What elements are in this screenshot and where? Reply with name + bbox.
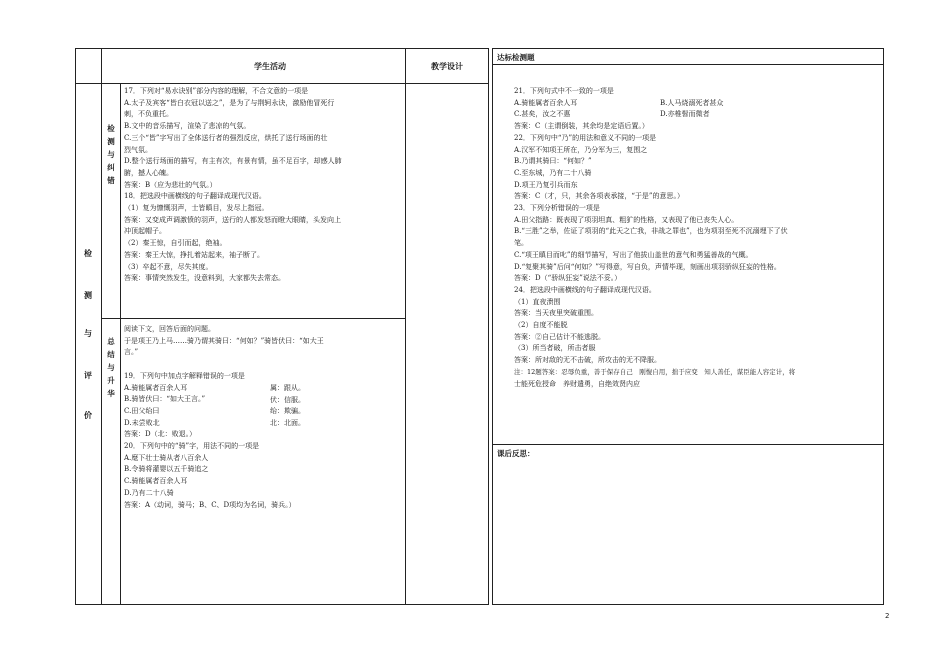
- text-line: D.项王乃复引兵而东: [514, 180, 578, 189]
- text-line: B.骑皆伏曰：“如大王言。”: [124, 395, 206, 404]
- header-teaching-design: 教学设计: [431, 62, 463, 71]
- text-line: C.甚矣，汝之不惠: [514, 110, 571, 119]
- text-line: 答案：D（“骄纵狂妄”说法不妥。）: [514, 274, 622, 283]
- text-line: 腑，撼人心魄。: [124, 168, 173, 177]
- text-line: 于是项王乃上马……骑乃谓其骑曰：“何如？”骑皆伏曰：“如大王: [124, 336, 324, 345]
- text-line: 答案：所对敌的无不击破，所攻击的无不降服。: [514, 356, 661, 365]
- text-line: A.骑能属者百余人耳: [514, 98, 578, 107]
- left-section-divider: [101, 318, 405, 319]
- text-line: 烈气氛。: [124, 145, 152, 154]
- text-line: A.太子及宾客“皆白衣冠以送之”，是为了与荆轲永诀，激励他冒死行: [124, 98, 335, 107]
- text-line: B.令骑将灌婴以五千骑追之: [124, 465, 209, 474]
- right-content: [514, 86, 795, 390]
- text-line: 答案：C（才，只，其余各项表承接，“于是”的意思。）: [514, 192, 685, 201]
- left-col-divider-3: [120, 83, 121, 605]
- text-line: 答案：又变成声调激愤的羽声，送行的人都发怒而瞪大眼睛，头发向上: [124, 215, 341, 224]
- text-line: 笔。: [514, 239, 528, 248]
- text-line: D.“复聚其骑”后问“何如？”写得意，写自负，声情毕现，刻画出项羽骄纵狂妄的性格。: [514, 262, 781, 271]
- text-line: D.整个送行场面的描写，有主有次，有景有情，虽不足百字，却感人肺: [124, 157, 342, 166]
- text-line: 21．下列句式中不一致的一项是: [514, 87, 614, 95]
- right-header-divider: [492, 64, 884, 65]
- text-line: B.文中的音乐描写，渲染了悲凉的气氛。: [124, 122, 251, 131]
- text-line: B.“三胜”之举，佐证了项羽的“此天之亡我，非战之罪也”，也为项羽至死不沉溺埋下了伏: [514, 227, 788, 236]
- after-class-reflection: 课后反思：: [497, 449, 535, 458]
- left-col-divider-1: [101, 48, 102, 605]
- text-line: （2）自度不能脱: [514, 321, 568, 330]
- gloss-row: 伏：信服。: [270, 395, 305, 404]
- text-line: A.田父指路：既表现了项羽坦真、粗犷的性格，又表现了他已丧失人心。: [514, 215, 739, 224]
- text-line: 冲顶起帽子。: [124, 227, 166, 236]
- text-line: A.汉军不知项王所在，乃分军为三，复围之: [514, 145, 648, 154]
- text-line: D.乃有二十八骑: [124, 488, 174, 497]
- section1-content: [124, 86, 342, 285]
- text-line: 刺，不负重托。: [124, 110, 173, 119]
- text-line: B.乃谓其骑曰：“何如？”: [514, 157, 592, 166]
- text-line: 答案：当天夜里突破重围。: [514, 309, 598, 318]
- left-header-divider: [75, 83, 489, 84]
- text-line: 20．下列句中的“骑”字，用法不同的一项是: [124, 442, 260, 451]
- text-line: 士能死危授命 养财遣勇，自绝效贤内应: [514, 379, 640, 388]
- text-line: 18．把选段中画横线的句子翻译成现代汉语。: [124, 192, 266, 201]
- text-line: （1）直夜溃围: [514, 297, 561, 306]
- text-line: C.田父绐曰: [124, 406, 160, 415]
- text-line: C.骑能属者百余人耳: [124, 477, 188, 486]
- text-line: 注：12题答案：忍辱负重，善于保存自己 刚愎自用，拙于应变 知人善任，谋臣能人容定计，将: [514, 367, 796, 376]
- text-line: 24．把选段中画横线的句子翻译成现代汉语。: [514, 285, 656, 294]
- gloss-row: 绐：欺骗。: [270, 407, 305, 416]
- q21-options-col2: [660, 98, 723, 121]
- left-col-divider-2: [405, 48, 406, 605]
- text-line: 答案：秦王大惊，挣扎着站起来，袖子断了。: [124, 250, 264, 259]
- text-line: 17．下列对“易水诀别”部分内容的理解，不合文意的一项是: [124, 87, 309, 95]
- text-line: 答案：C（主谓倒装，其余均是定语后置。）: [514, 122, 649, 131]
- right-reflection-divider: [492, 444, 884, 445]
- text-line: 23．下列分析错误的一项是: [514, 204, 600, 213]
- text-line: C.“项王瞋目而叱”的细节描写，写出了他拔山盖世的意气和勇猛善战的气概。: [514, 250, 753, 259]
- text-line: 22．下列句中“乃”的用法和意义不同的一项是: [514, 133, 657, 142]
- text-line: （1）复为慷慨羽声，士皆瞋目，发尽上指冠。: [124, 204, 269, 213]
- text-line: （2）秦王惊，自引而起，绝袖。: [124, 239, 227, 248]
- right-header-title: 达标检测题: [497, 53, 535, 62]
- text-line: 答案：B（应为悲壮的气氛。）: [124, 180, 217, 189]
- text-line: 言。”: [124, 348, 139, 357]
- text-line: D.亦椎髫而微者: [660, 110, 710, 119]
- text-line: 答案：D（北：败退。）: [124, 430, 197, 439]
- text-line: 19．下列句中加点字解释错误的一项是: [124, 371, 245, 380]
- gloss-row: 属：跟从。: [270, 383, 305, 392]
- text-line: （3）卒起不意，尽失其度。: [124, 262, 213, 271]
- text-line: A.麾下壮士骑从者八百余人: [124, 453, 209, 462]
- text-line: 答案：事情突然发生，没意料到，大家都失去常态。: [124, 274, 285, 283]
- text-line: 答案：②自己估计不能逃脱。: [514, 332, 605, 341]
- page-number: 2: [885, 612, 890, 620]
- text-line: A.骑能属者百余人耳: [124, 383, 188, 392]
- text-line: 阅读下文，回答后面的问题。: [124, 325, 215, 333]
- text-line: [124, 359, 324, 371]
- text-line: （3）所当者破，所击者服: [514, 344, 596, 353]
- text-line: C.至东城，乃有二十八骑: [514, 168, 592, 177]
- text-line: B.人马烧溺死者甚众: [660, 98, 724, 107]
- text-line: C.三个“皆”字写出了全体送行者的强烈反应，烘托了送行场面的壮: [124, 133, 328, 142]
- q19-glosses: [270, 383, 305, 430]
- text-line: 答案：A（动词，骑马；B、C、D项均为名词，骑兵。）: [124, 500, 296, 509]
- header-student-activity: 学生活动: [254, 62, 286, 71]
- gloss-row: 北：北面。: [270, 418, 305, 427]
- text-line: D.未尝败北: [124, 418, 160, 427]
